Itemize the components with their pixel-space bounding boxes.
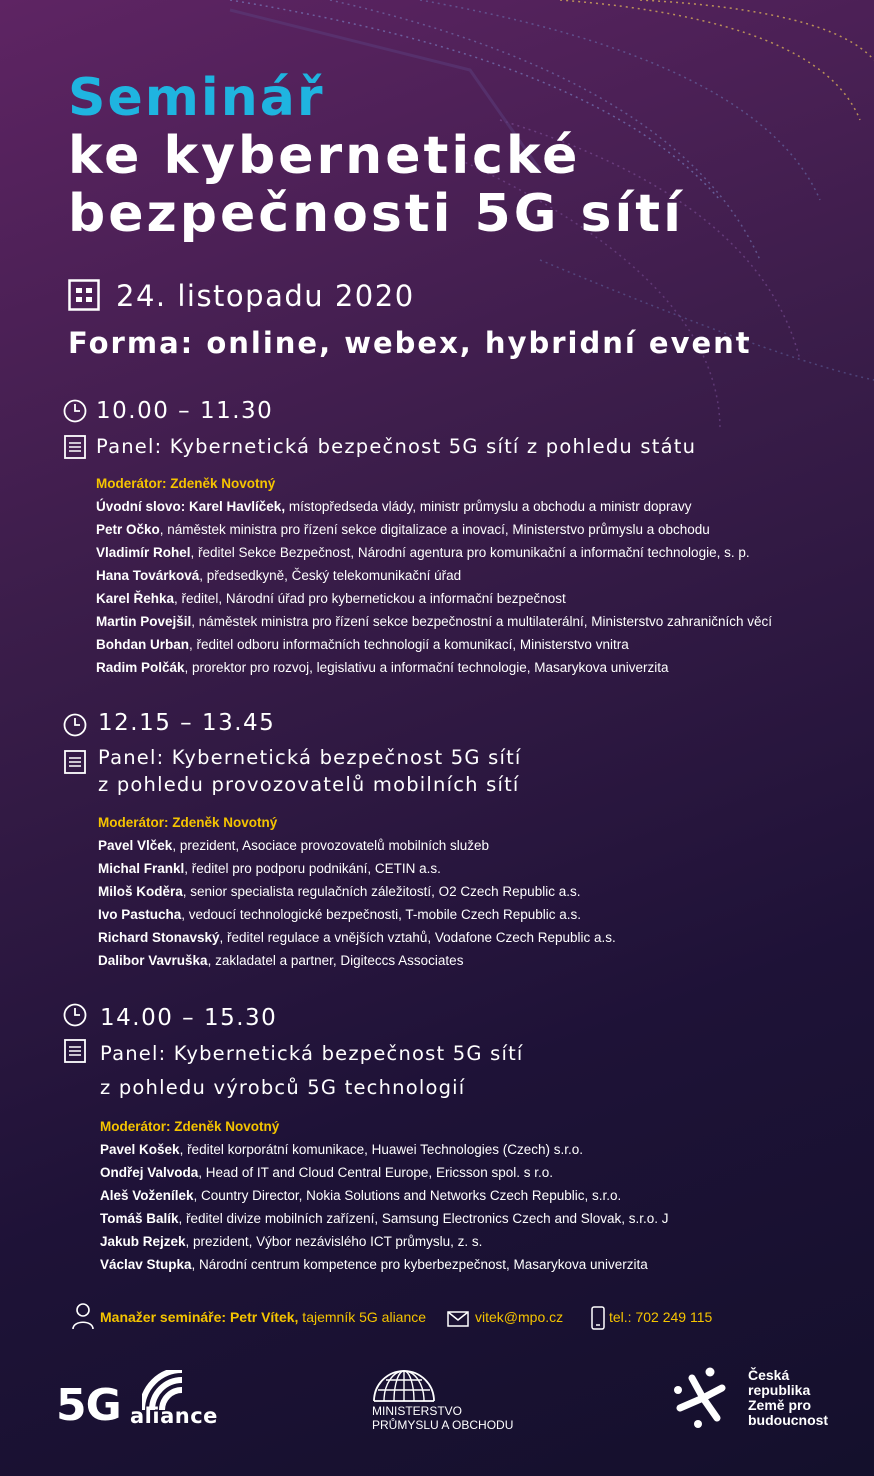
person-row: Petr Očko, náměstek ministra pro řízení sekce digitalizace a inovací, Ministerstvo průmyslu a obchodu: [96, 522, 710, 537]
person-row: Martin Povejšil, náměstek ministra pro řízení sekce bezpečnostní a multilaterální, Ministerstvo zahraničních věcí: [96, 614, 773, 629]
block-3-people: [100, 1115, 669, 1276]
document-icon: [64, 435, 86, 459]
clock-icon: [63, 1003, 87, 1027]
person-row: Vladimír Rohel, ředitel Sekce Bezpečnost, Národní agentura pro komunikační a informační technologie, s. p.: [96, 545, 750, 560]
person-row: Radim Polčák, prorektor pro rozvoj, legislativu a informační technologie, Masarykova univerzita: [96, 660, 669, 675]
title-line-2: ke kybernetické: [68, 126, 581, 186]
block-1-time: 10.00 – 11.30: [96, 398, 274, 424]
logo-ministry: MINISTERSTVO PRŮMYSLU A OBCHODU: [372, 1368, 532, 1438]
person-row: Tomáš Balík, ředitel divize mobilních zařízení, Samsung Electronics Czech and Slovak, s.r.o. J: [100, 1211, 669, 1226]
block-1-panel: Panel: Kybernetická bezpečnost 5G sítí z pohledu státu: [96, 435, 697, 458]
block-1-people: [96, 472, 772, 679]
person-icon: [72, 1302, 94, 1330]
block-2-people: [98, 811, 616, 972]
person-row: Aleš Voženílek, Country Director, Nokia Solutions and Networks Czech Republic, s.r.o.: [100, 1188, 622, 1203]
title-line-3: bezpečnosti 5G sítí: [68, 184, 684, 244]
document-icon: [64, 750, 86, 774]
person-row: Karel Řehka, ředitel, Národní úřad pro kybernetickou a informační bezpečnost: [96, 591, 566, 606]
contact-email[interactable]: vitek@mpo.cz: [475, 1309, 564, 1325]
person-row: Pavel Košek, ředitel korporátní komunikace, Huawei Technologies (Czech) s.r.o.: [100, 1142, 584, 1157]
person-row: Václav Stupka, Národní centrum kompetence pro kyberbezpečnost, Masarykova univerzita: [100, 1257, 648, 1272]
event-date: 24. listopadu 2020: [116, 279, 415, 313]
person-row: Ivo Pastucha, vedoucí technologické bezpečnosti, T-mobile Czech Republic a.s.: [98, 907, 582, 922]
logo-czech-republic: Česká republika Země pro budoucnost: [672, 1366, 852, 1432]
person-row: Jakub Rejzek, prezident, Výbor nezávislého ICT průmyslu, z. s.: [100, 1234, 483, 1249]
clock-icon: [63, 399, 87, 423]
contact-phone: tel.: 702 249 115: [609, 1309, 713, 1325]
phone-icon: [591, 1306, 605, 1330]
clock-icon: [63, 713, 87, 737]
document-icon: [64, 1039, 86, 1063]
person-row: Richard Stonavský, ředitel regulace a vnějších vztahů, Vodafone Czech Republic a.s.: [98, 930, 616, 945]
block-3-moderator: Moderátor: Zdeněk Novotný: [100, 1119, 280, 1134]
person-row: Pavel Vlček, prezident, Asociace provozovatelů mobilních služeb: [98, 838, 489, 853]
seminar-manager: Manažer semináře: Petr Vítek, tajemník 5G aliance: [100, 1309, 427, 1325]
globe-icon: [372, 1368, 436, 1402]
block-2-panel-line-1: Panel: Kybernetická bezpečnost 5G sítí: [98, 746, 522, 769]
block-3-time: 14.00 – 15.30: [100, 1005, 278, 1031]
title-seminar: Seminář: [68, 68, 325, 128]
calendar-icon: [68, 279, 100, 311]
person-row: Ondřej Valvoda, Head of IT and Cloud Central Europe, Ericsson spol. s r.o.: [100, 1165, 553, 1180]
block-1-moderator: Moderátor: Zdeněk Novotný: [96, 476, 276, 491]
event-format: Forma: online, webex, hybridní event: [68, 326, 752, 360]
person-row: Miloš Koděra, senior specialista regulačních záležitostí, O2 Czech Republic a.s.: [98, 884, 581, 899]
person-row: Bohdan Urban, ředitel odboru informačních technologií a komunikací, Ministerstvo vnitra: [96, 637, 629, 652]
star-cross-icon: [672, 1366, 734, 1430]
person-row: Dalibor Vavruška, zakladatel a partner, Digiteccs Associates: [98, 953, 464, 968]
envelope-icon: [447, 1311, 469, 1327]
block-2-moderator: Moderátor: Zdeněk Novotný: [98, 815, 278, 830]
block-2-time: 12.15 – 13.45: [98, 710, 276, 736]
block-2-panel-line-2: z pohledu provozovatelů mobilních sítí: [98, 773, 520, 796]
block-3-panel-line-1: Panel: Kybernetická bezpečnost 5G sítí: [100, 1042, 524, 1065]
person-row: Úvodní slovo: Karel Havlíček, místopředseda vlády, ministr průmyslu a obchodu a ministr dopravy: [96, 499, 692, 514]
logo-5g-aliance: 5G aliance: [56, 1370, 216, 1432]
person-row: Michal Frankl, ředitel pro podporu podnikání, CETIN a.s.: [98, 861, 441, 876]
person-row: Hana Továrková, předsedkyně, Český telekomunikační úřad: [96, 568, 462, 583]
block-3-panel-line-2: z pohledu výrobců 5G technologií: [100, 1076, 466, 1099]
